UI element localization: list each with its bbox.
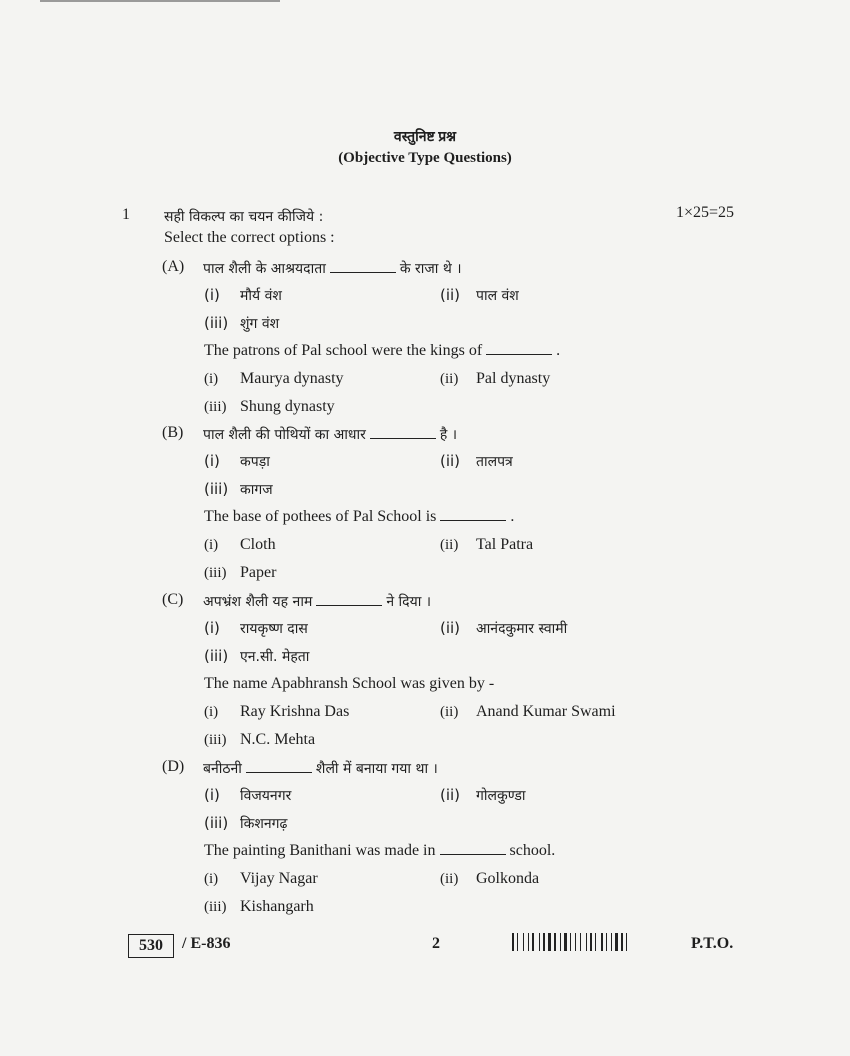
english-option <box>440 870 539 888</box>
option-number: (iii) <box>204 814 229 832</box>
barcode-bar <box>532 933 534 951</box>
english-option <box>204 370 344 388</box>
stem-text: ने दिया । <box>386 594 432 610</box>
option-text: तालपत्र <box>476 454 513 470</box>
english-option <box>440 703 616 721</box>
option-text: पाल वंश <box>476 288 519 304</box>
stem-text: है । <box>439 427 458 443</box>
hindi-option <box>204 286 282 305</box>
stem-text: The painting Banithani was made in <box>204 842 436 859</box>
answer-blank <box>440 853 506 855</box>
stem-text: . <box>510 508 515 525</box>
option-number: (i) <box>204 537 219 553</box>
option-number: (i) <box>204 704 219 720</box>
option-number: (i) <box>204 286 220 304</box>
option-number: (iii) <box>204 647 229 665</box>
option-number: (ii) <box>440 704 459 720</box>
heading-hindi: वस्तुनिष्ट प्रश्न <box>393 130 457 145</box>
option-text: शुंग वंश <box>240 316 280 332</box>
option-text: एन.सी. मेहता <box>240 649 310 665</box>
answer-blank <box>316 604 382 606</box>
english-option <box>204 564 276 582</box>
hindi-question-stem <box>203 592 431 611</box>
part-label: (B) <box>162 424 184 441</box>
stem-text: पाल शैली की पोथियों का आधार <box>203 427 366 443</box>
instruction-hindi: सही विकल्प का चयन कीजिये : <box>164 209 324 225</box>
english-option <box>204 731 315 749</box>
english-question-stem <box>204 342 560 360</box>
option-text: Anand Kumar Swami <box>476 703 616 720</box>
footer-code: 530 <box>139 937 163 954</box>
option-text: आनंदकुमार स्वामी <box>476 621 568 637</box>
barcode-bar <box>564 933 567 951</box>
english-option <box>204 536 276 554</box>
option-number: (i) <box>204 371 219 387</box>
barcode-bar <box>615 933 618 951</box>
answer-blank <box>246 771 312 773</box>
hindi-option <box>204 814 287 833</box>
option-text: Tal Patra <box>476 536 534 553</box>
option-number: (ii) <box>440 286 461 304</box>
option-text: कागज <box>240 482 273 498</box>
footer-paper-code: / E-836 <box>182 935 231 952</box>
part-label: (D) <box>162 758 185 775</box>
stem-text: शैली में बनाया गया था । <box>315 761 438 777</box>
barcode-bar <box>586 933 587 951</box>
barcode-image <box>512 933 674 953</box>
scan-edge-line <box>40 0 280 2</box>
option-text: Paper <box>240 564 277 581</box>
option-number: (ii) <box>440 371 459 387</box>
english-option <box>440 536 533 554</box>
option-number: (i) <box>204 619 220 637</box>
stem-text: . <box>556 342 561 359</box>
english-option <box>204 870 318 888</box>
english-option <box>204 898 314 916</box>
stem-text: The name Apabhransh School was given by - <box>204 675 495 692</box>
hindi-option <box>440 786 526 805</box>
option-text: Pal dynasty <box>476 370 551 387</box>
option-number: (iii) <box>204 899 227 915</box>
english-option <box>440 370 550 388</box>
barcode-bar <box>606 933 607 951</box>
stem-text: बनीठनी <box>203 761 242 777</box>
option-text: कपड़ा <box>240 454 270 470</box>
option-number: (i) <box>204 786 220 804</box>
english-option <box>204 398 335 416</box>
option-text: विजयनगर <box>240 788 292 804</box>
stem-text: पाल शैली के आश्रयदाता <box>203 261 326 277</box>
option-number: (iii) <box>204 732 227 748</box>
option-number: (ii) <box>440 871 459 887</box>
footer-page-number: 2 <box>432 935 440 952</box>
barcode-bar <box>621 933 623 951</box>
barcode-bar <box>575 933 576 951</box>
option-number: (ii) <box>440 619 461 637</box>
stem-text: The patrons of Pal school were the kings of <box>204 342 483 359</box>
english-question-stem <box>204 842 555 860</box>
english-question-stem <box>204 508 514 526</box>
stem-text: के राजा थे । <box>399 261 462 277</box>
answer-blank <box>370 437 436 439</box>
option-text: किशनगढ़ <box>240 816 288 832</box>
answer-blank <box>486 353 552 355</box>
option-text: गोलकुण्डा <box>476 788 526 804</box>
option-text: Shung dynasty <box>240 398 335 415</box>
hindi-question-stem <box>203 259 462 278</box>
barcode-bar <box>517 933 518 951</box>
option-text: Cloth <box>240 536 276 553</box>
barcode-bar <box>539 933 540 951</box>
hindi-option <box>204 314 279 333</box>
option-number: (iii) <box>204 480 229 498</box>
hindi-option <box>204 480 273 499</box>
hindi-option <box>440 452 513 471</box>
barcode-bar <box>543 933 545 951</box>
marks-label: 1×25=25 <box>676 204 735 221</box>
hindi-option <box>440 286 519 305</box>
stem-text: The base of pothees of Pal School is <box>204 508 437 525</box>
english-option <box>204 703 349 721</box>
answer-blank <box>440 519 506 521</box>
part-label: (A) <box>162 258 185 275</box>
barcode-bar <box>626 933 627 951</box>
option-text: Vijay Nagar <box>240 870 318 887</box>
barcode-bar <box>580 933 581 951</box>
stem-text: school. <box>509 842 556 859</box>
stem-text: अपभ्रंश शैली यह नाम <box>203 594 313 610</box>
hindi-option <box>204 619 308 638</box>
footer-pto: P.T.O. <box>691 935 734 952</box>
barcode-bar <box>523 933 524 951</box>
option-text: रायकृष्ण दास <box>240 621 308 637</box>
hindi-option <box>204 452 270 471</box>
hindi-option <box>440 619 567 638</box>
hindi-question-stem <box>203 425 457 444</box>
barcode-bar <box>528 933 529 951</box>
barcode-bar <box>595 933 596 951</box>
option-number: (iii) <box>204 314 229 332</box>
hindi-question-stem <box>203 759 438 778</box>
option-number: (ii) <box>440 786 461 804</box>
option-text: Golkonda <box>476 870 540 887</box>
barcode-bar <box>554 933 556 951</box>
option-number: (iii) <box>204 399 227 415</box>
part-label: (C) <box>162 591 184 608</box>
option-number: (i) <box>204 452 220 470</box>
barcode-bar <box>570 933 571 951</box>
option-number: (ii) <box>440 537 459 553</box>
barcode-bar <box>601 933 603 951</box>
option-text: Kishangarh <box>240 898 314 915</box>
instruction-english: Select the correct options : <box>164 229 335 246</box>
footer-code-box <box>128 934 174 958</box>
answer-blank <box>330 271 396 273</box>
barcode-bar <box>548 933 551 951</box>
question-number: 1 <box>122 206 130 223</box>
heading-english: (Objective Type Questions) <box>338 150 512 166</box>
option-number: (ii) <box>440 452 461 470</box>
option-text: Ray Krishna Das <box>240 703 350 720</box>
barcode-bar <box>512 933 514 951</box>
option-number: (iii) <box>204 565 227 581</box>
option-text: मौर्य वंश <box>240 288 282 304</box>
option-text: Maurya dynasty <box>240 370 344 387</box>
hindi-option <box>204 786 291 805</box>
option-number: (i) <box>204 871 219 887</box>
barcode-bar <box>590 933 592 951</box>
option-text: N.C. Mehta <box>240 731 316 748</box>
hindi-option <box>204 647 309 666</box>
barcode-bar <box>560 933 561 951</box>
english-question-stem <box>204 675 494 693</box>
barcode-bar <box>611 933 612 951</box>
